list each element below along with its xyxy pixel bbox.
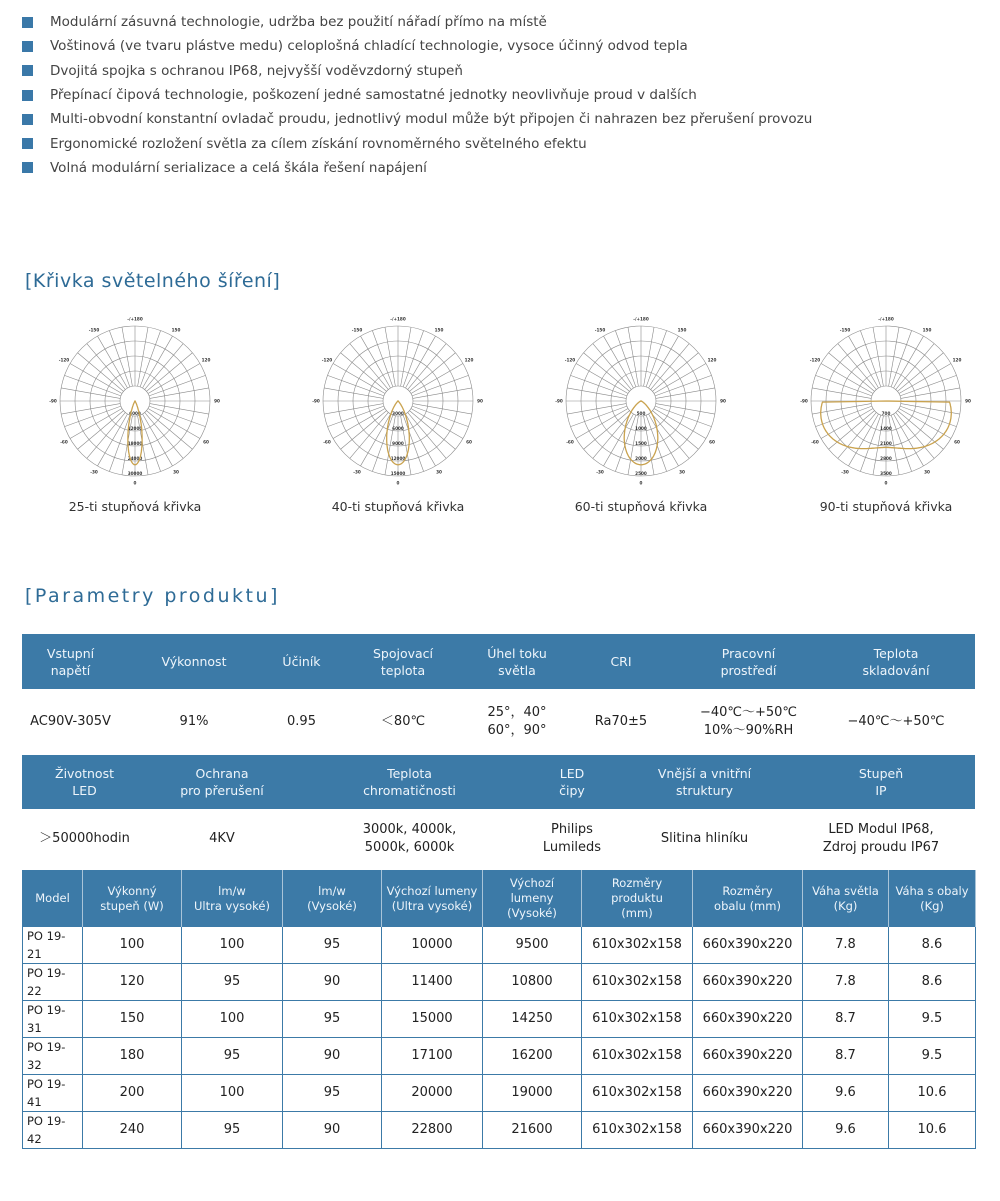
angle-label: 120 xyxy=(201,357,211,363)
angle-label: -120 xyxy=(58,357,70,363)
feature-item xyxy=(22,83,812,107)
cell: 95 xyxy=(283,927,382,964)
angle-label: -120 xyxy=(321,357,333,363)
table-header-row xyxy=(22,634,975,689)
cell: 180 xyxy=(83,1038,182,1075)
cell: 8.7 xyxy=(803,1038,889,1075)
cell: 610x302x158 xyxy=(582,1075,693,1112)
feature-text: Dvojitá spojka s ochranou IP68, nejvyšší voděvzdorný stupeň xyxy=(50,62,463,79)
col-led-chips: LED čipy xyxy=(522,755,622,809)
col-model: Model xyxy=(23,871,83,927)
angle-label: -/+180 xyxy=(633,316,649,322)
cell: 660x390x220 xyxy=(693,1038,803,1075)
square-bullet-icon xyxy=(22,41,33,52)
cell: 7.8 xyxy=(803,964,889,1001)
col-lmw-high: lm/w (Vysoké) xyxy=(283,871,382,927)
polar-curve-40 xyxy=(308,315,488,514)
table-row xyxy=(22,809,975,869)
cell: 9.5 xyxy=(889,1001,976,1038)
curve-caption: 40-ti stupňová křivka xyxy=(331,499,465,514)
cell-cri: Ra70±5 xyxy=(594,713,648,729)
cell: 660x390x220 xyxy=(693,1112,803,1149)
col-junction-temp: Spojovací teplota xyxy=(334,634,472,689)
angle-label: 0 xyxy=(396,480,400,485)
polar-chart xyxy=(796,315,976,485)
feature-text: Volná modulární serializace a celá škála řešení napájení xyxy=(50,159,427,176)
col-power: Výkonný stupeň (W) xyxy=(83,871,182,927)
square-bullet-icon xyxy=(22,65,33,76)
col-color-temp: Teplota chromatičnosti xyxy=(297,755,522,809)
cell-beam-angle: 25°，40° 60°，90° xyxy=(487,704,547,738)
scale-label: 6000 xyxy=(392,426,404,431)
cell: 21600 xyxy=(483,1112,582,1149)
scale-label: 24000 xyxy=(127,456,143,461)
angle-label: 150 xyxy=(677,327,687,333)
cell-led-chips: Philips Lumileds xyxy=(542,822,602,855)
angle-label: -90 xyxy=(49,398,57,404)
scale-label: 2100 xyxy=(880,441,892,446)
scale-label: 700 xyxy=(881,411,891,416)
polar-chart xyxy=(45,315,225,485)
col-working-env: Pracovní prostředí xyxy=(680,634,817,689)
col-lumens-high: Výchozí lumeny (Vysoké) xyxy=(483,871,582,927)
table-row xyxy=(23,1075,976,1112)
angle-label: -120 xyxy=(564,357,576,363)
cell: 240 xyxy=(83,1112,182,1149)
feature-text: Ergonomické rozložení světla za cílem získání rovnoměrného světelného efektu xyxy=(50,135,587,152)
electrical-params-table xyxy=(22,634,975,754)
table-row xyxy=(23,927,976,964)
cell-power-factor: 0.95 xyxy=(287,713,316,729)
col-gross-weight: Váha s obaly (Kg) xyxy=(889,871,976,927)
col-lmw-ultra: lm/w Ultra vysoké) xyxy=(182,871,283,927)
col-net-weight: Váha světla (Kg) xyxy=(803,871,889,927)
col-input-voltage: Vstupní napětí xyxy=(22,634,119,689)
scale-label: 12000 xyxy=(127,426,143,431)
angle-label: -30 xyxy=(596,469,604,475)
table-row xyxy=(23,1001,976,1038)
angle-label: 30 xyxy=(173,469,179,475)
cell: 610x302x158 xyxy=(582,964,693,1001)
square-bullet-icon xyxy=(22,114,33,125)
cell: 10.6 xyxy=(889,1112,976,1149)
scale-label: 2800 xyxy=(880,456,892,461)
angle-label: -90 xyxy=(555,398,563,404)
feature-text: Voštinová (ve tvaru plástve medu) celoplošná chladící technologie, vysoce účinný odvod tepla xyxy=(50,38,688,55)
cell-led-lifetime: ＞50000hodin xyxy=(39,831,130,846)
cell: 90 xyxy=(283,1112,382,1149)
table-row xyxy=(23,1112,976,1149)
angle-label: 90 xyxy=(214,398,220,404)
angle-label: -150 xyxy=(594,327,606,333)
angle-label: 0 xyxy=(133,480,137,485)
col-cri: CRI xyxy=(562,634,680,689)
cell-efficiency: 91% xyxy=(179,713,209,729)
scale-label: 1400 xyxy=(880,426,892,431)
table-row xyxy=(23,964,976,1001)
square-bullet-icon xyxy=(22,90,33,101)
scale-label: 6000 xyxy=(129,411,141,416)
cell: 19000 xyxy=(483,1075,582,1112)
cell: 100 xyxy=(83,927,182,964)
cell-model: PO 19-22 xyxy=(23,964,83,1001)
scale-label: 3500 xyxy=(880,471,892,476)
cell: 200 xyxy=(83,1075,182,1112)
angle-label: -90 xyxy=(312,398,320,404)
scale-label: 2000 xyxy=(635,456,647,461)
angle-label: 60 xyxy=(466,439,472,445)
scale-label: 1500 xyxy=(635,441,647,446)
angle-label: 150 xyxy=(434,327,444,333)
feature-text: Přepínací čipová technologie, poškození jedné samostatné jednotky neovlivňuje proud v dalších xyxy=(50,87,697,104)
col-efficiency: Výkonnost xyxy=(119,634,269,689)
cell-junction-temp: ＜80℃ xyxy=(380,713,426,729)
cell: 17100 xyxy=(382,1038,483,1075)
square-bullet-icon xyxy=(22,162,33,173)
feature-item xyxy=(22,59,812,83)
angle-label: -150 xyxy=(88,327,100,333)
angle-label: -/+180 xyxy=(127,316,143,322)
cell: 660x390x220 xyxy=(693,927,803,964)
angle-label: -/+180 xyxy=(878,316,894,322)
cell: 100 xyxy=(182,1001,283,1038)
cell-model: PO 19-42 xyxy=(23,1112,83,1149)
col-storage-temp: Teplota skladování xyxy=(817,634,975,689)
cell: 120 xyxy=(83,964,182,1001)
angle-label: -30 xyxy=(353,469,361,475)
cell: 95 xyxy=(182,1038,283,1075)
scale-label: 18000 xyxy=(127,441,143,446)
cell: 100 xyxy=(182,927,283,964)
curve-caption: 60-ti stupňová křivka xyxy=(574,499,708,514)
cell-structure: Slitina hliníku xyxy=(660,831,749,846)
table-header-row xyxy=(23,871,976,927)
scale-label: 3000 xyxy=(392,411,404,416)
cell-input-voltage: AC90V-305V xyxy=(30,713,111,729)
cell-model: PO 19-31 xyxy=(23,1001,83,1038)
cell: 100 xyxy=(182,1075,283,1112)
scale-label: 1000 xyxy=(635,426,647,431)
angle-label: 60 xyxy=(954,439,960,445)
col-lumens-ultra: Výchozí lumeny (Ultra vysoké) xyxy=(382,871,483,927)
cell: 9.5 xyxy=(889,1038,976,1075)
scale-label: 500 xyxy=(636,411,646,416)
angle-label: 120 xyxy=(952,357,962,363)
cell-color-temp: 3000k, 4000k, 5000k, 6000k xyxy=(362,822,457,855)
angle-label: 120 xyxy=(707,357,717,363)
curve-caption: 90-ti stupňová křivka xyxy=(819,499,953,514)
cell: 7.8 xyxy=(803,927,889,964)
angle-label: -60 xyxy=(566,439,574,445)
cell: 22800 xyxy=(382,1112,483,1149)
col-surge-protection: Ochrana pro přerušení xyxy=(147,755,297,809)
angle-label: -30 xyxy=(90,469,98,475)
square-bullet-icon xyxy=(22,17,33,28)
angle-label: -150 xyxy=(839,327,851,333)
angle-label: -150 xyxy=(351,327,363,333)
product-params-title: [Parametry produktu] xyxy=(25,585,280,607)
angle-label: -60 xyxy=(811,439,819,445)
angle-label: -/+180 xyxy=(390,316,406,322)
angle-label: 90 xyxy=(965,398,971,404)
polar-curve-90 xyxy=(796,315,976,514)
polar-chart xyxy=(308,315,488,485)
angle-label: -60 xyxy=(323,439,331,445)
cell: 95 xyxy=(182,964,283,1001)
cell-model: PO 19-41 xyxy=(23,1075,83,1112)
cell: 15000 xyxy=(382,1001,483,1038)
cell: 10000 xyxy=(382,927,483,964)
angle-label: 0 xyxy=(884,480,888,485)
cell: 9.6 xyxy=(803,1075,889,1112)
scale-label: 15000 xyxy=(390,471,406,476)
feature-item xyxy=(22,131,812,155)
cell: 95 xyxy=(283,1001,382,1038)
cell: 10.6 xyxy=(889,1075,976,1112)
feature-list xyxy=(22,10,812,180)
angle-label: 90 xyxy=(477,398,483,404)
col-ip-rating: Stupeň IP xyxy=(787,755,975,809)
model-specs-table xyxy=(22,870,976,1149)
col-led-lifetime: Životnost LED xyxy=(22,755,147,809)
angle-label: 30 xyxy=(679,469,685,475)
cell: 90 xyxy=(283,1038,382,1075)
angle-label: -30 xyxy=(841,469,849,475)
angle-label: 150 xyxy=(922,327,932,333)
angle-label: 120 xyxy=(464,357,474,363)
feature-item xyxy=(22,156,812,180)
feature-item xyxy=(22,107,812,131)
angle-label: 30 xyxy=(924,469,930,475)
cell: 660x390x220 xyxy=(693,1075,803,1112)
cell: 150 xyxy=(83,1001,182,1038)
angle-label: 90 xyxy=(720,398,726,404)
cell: 95 xyxy=(283,1075,382,1112)
angle-label: -60 xyxy=(60,439,68,445)
cell: 8.6 xyxy=(889,964,976,1001)
col-beam-angle: Úhel toku světla xyxy=(472,634,562,689)
angle-label: -90 xyxy=(800,398,808,404)
polar-curve-60 xyxy=(551,315,731,514)
polar-chart xyxy=(551,315,731,485)
cell-model: PO 19-32 xyxy=(23,1038,83,1075)
cell: 8.6 xyxy=(889,927,976,964)
scale-label: 12000 xyxy=(390,456,406,461)
angle-label: 60 xyxy=(203,439,209,445)
feature-item xyxy=(22,10,812,34)
angle-label: 0 xyxy=(639,480,643,485)
cell-surge-protection: 4KV xyxy=(209,831,235,846)
angle-label: 150 xyxy=(171,327,181,333)
curve-caption: 25-ti stupňová křivka xyxy=(68,499,202,514)
cell: 95 xyxy=(182,1112,283,1149)
light-distribution-title: [Křivka světelného šíření] xyxy=(25,270,281,292)
cell: 610x302x158 xyxy=(582,1001,693,1038)
col-product-size: Rozměry produktu (mm) xyxy=(582,871,693,927)
cell: 610x302x158 xyxy=(582,1112,693,1149)
cell: 660x390x220 xyxy=(693,964,803,1001)
scale-label: 30000 xyxy=(127,471,143,476)
feature-item xyxy=(22,34,812,58)
cell: 9.6 xyxy=(803,1112,889,1149)
feature-text: Multi-obvodní konstantní ovladač proudu, jednotlivý modul může být připojen či nahrazen bez přerušení provozu xyxy=(50,111,813,128)
cell: 14250 xyxy=(483,1001,582,1038)
cell-ip-rating: LED Modul IP68, Zdroj proudu IP67 xyxy=(822,822,940,855)
cell-working-env: −40℃～+50℃ 10%～90%RH xyxy=(699,704,798,738)
angle-label: 60 xyxy=(709,439,715,445)
angle-label: 30 xyxy=(436,469,442,475)
cell: 660x390x220 xyxy=(693,1001,803,1038)
feature-text: Modulární zásuvná technologie, udržba bez použití nářadí přímo na místě xyxy=(50,14,547,31)
angle-label: -120 xyxy=(809,357,821,363)
cell: 610x302x158 xyxy=(582,1038,693,1075)
cell: 90 xyxy=(283,964,382,1001)
cell-storage-temp: −40℃～+50℃ xyxy=(847,713,945,729)
cell: 10800 xyxy=(483,964,582,1001)
table-row xyxy=(23,1038,976,1075)
col-package-size: Rozměry obalu (mm) xyxy=(693,871,803,927)
square-bullet-icon xyxy=(22,138,33,149)
cell: 610x302x158 xyxy=(582,927,693,964)
scale-label: 2500 xyxy=(635,471,647,476)
table-header-row xyxy=(22,755,975,809)
polar-curve-25 xyxy=(45,315,225,514)
scale-label: 9000 xyxy=(392,441,404,446)
col-structure: Vnější a vnitřní struktury xyxy=(622,755,787,809)
cell: 8.7 xyxy=(803,1001,889,1038)
cell: 20000 xyxy=(382,1075,483,1112)
cell: 9500 xyxy=(483,927,582,964)
cell: 11400 xyxy=(382,964,483,1001)
table-row xyxy=(22,689,975,754)
cell-model: PO 19-21 xyxy=(23,927,83,964)
col-power-factor: Účiník xyxy=(269,634,334,689)
general-params-table xyxy=(22,755,975,869)
cell: 16200 xyxy=(483,1038,582,1075)
